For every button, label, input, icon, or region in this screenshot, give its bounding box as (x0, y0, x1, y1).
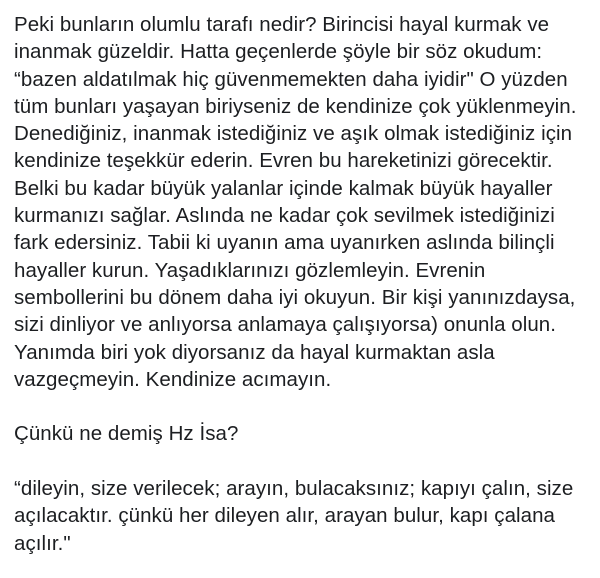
text-line: “bazen aldatılmak hiç güvenmemekten daha iyidir" O yüzden (14, 67, 568, 91)
text-line: Yanımda biri yok diyorsanız da hayal kurmaktan asla (14, 340, 495, 364)
text-line: fark edersiniz. Tabii ki uyanın ama uyanırken aslında bilinçli (14, 231, 555, 255)
text-line: tüm bunları yaşayan biriyseniz de kendinize çok yüklenmeyin. (14, 94, 577, 118)
text-line: hayaller kurun. Yaşadıklarınızı gözlemleyin. Evrenin (14, 258, 486, 282)
text-line: açılacaktır. çünkü her dileyen alır, arayan bulur, kapı çalana (14, 504, 555, 528)
text-line: kurmanızı sağlar. Aslında ne kadar çok sevilmek istediğinizi (14, 204, 555, 228)
text-line: Denediğiniz, inanmak istediğiniz ve aşık olmak istediğiniz için (14, 122, 573, 146)
text-line: vazgeçmeyin. Kendinize acımayın. (14, 367, 332, 391)
paragraph-gap (14, 393, 594, 420)
text-line: inanmak güzeldir. Hatta geçenlerde şöyle bir söz okudum: (14, 40, 543, 64)
text-line: Belki bu kadar büyük yalanlar içinde kalmak büyük hayaller (14, 176, 553, 200)
paragraph-2 (14, 420, 594, 447)
paragraph-gap (14, 448, 594, 475)
text-line: kendinize teşekkür ederin. Evren bu hareketinizi görecektir. (14, 149, 553, 173)
paragraph-1 (14, 11, 594, 393)
text-line: açılır." (14, 531, 71, 555)
text-line: sembollerini bu dönem daha iyi okuyun. Bir kişi yanınızdaysa, (14, 285, 576, 309)
paragraph-3-quote (14, 475, 594, 557)
text-line: Peki bunların olumlu tarafı nedir? Birincisi hayal kurmak ve (14, 13, 550, 36)
text-line: Çünkü ne demiş Hz İsa? (14, 422, 239, 446)
text-line: “dileyin, size verilecek; arayın, bulacaksınız; kapıyı çalın, size (14, 477, 574, 501)
text-line: sizi dinliyor ve anlıyorsa anlamaya çalışıyorsa) onunla olun. (14, 313, 557, 337)
post-body (14, 11, 594, 557)
